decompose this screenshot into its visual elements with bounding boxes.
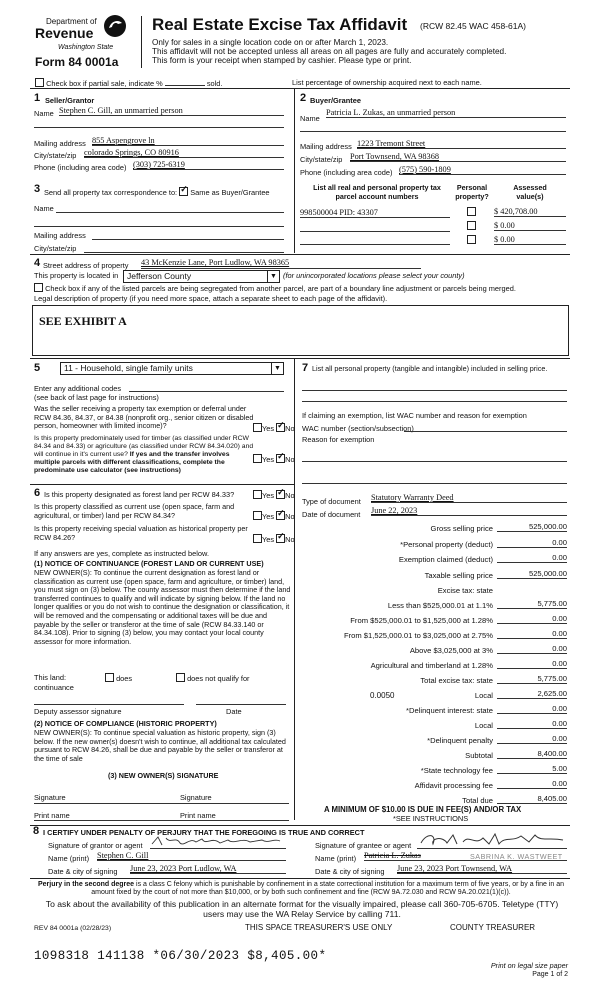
notice2-text: NEW OWNER(S): To continue special valuation as historic property, sign (3) below. If the new owner(s) doesn't wish to continue, all additional tax calculated pursuant to RCW 84.26, shall be due and payable by the seller or transferor at the time of sale (34, 728, 286, 763)
buyer-mail-label: Mailing address (300, 142, 352, 151)
exemption-yes-no (253, 423, 295, 433)
tax-value-agri-text: 0.00 (497, 659, 567, 669)
buyer-phone-field[interactable]: (575) 590-1809 (399, 165, 566, 175)
seller-mail-field[interactable]: 855 Aspengrove ln (92, 136, 284, 146)
tax-value-taxable-text: 525,000.00 (497, 569, 567, 579)
seller-city-label: City/state/zip (34, 151, 77, 160)
yes-label: Yes (262, 424, 275, 433)
codes-note: (see back of last page for instructions) (34, 393, 159, 402)
notice2-title: (2) NOTICE OF COMPLIANCE (HISTORIC PROPERTY) (34, 719, 217, 728)
codes-field[interactable] (129, 391, 284, 392)
tax-label-exempt: Exemption claimed (deduct) (398, 555, 493, 564)
grantor-signature[interactable] (150, 834, 286, 849)
buyer-name-line2[interactable] (300, 131, 566, 132)
grantor-sig-label: Signature of grantor or agent (48, 841, 143, 850)
segregate-row (34, 283, 516, 293)
section-6-number: 6 (34, 487, 41, 499)
rule-section-6 (30, 484, 294, 485)
tax-value-local-text: 2,625.00 (497, 689, 567, 699)
forest-yes-checkbox[interactable] (253, 490, 262, 499)
header-sub1: Only for sales in a single location code on or after March 1, 2023. (152, 38, 389, 47)
parcel-header-assessed: Assessed value(s) (513, 183, 547, 201)
s3-mail-label: Mailing address (34, 231, 86, 240)
land-use-select[interactable] (60, 362, 284, 375)
owner-print-line[interactable] (34, 820, 289, 821)
form-title: Real Estate Excise Tax Affidavit (152, 15, 408, 34)
owner-signature-line[interactable] (34, 803, 289, 804)
tax-label-tier1: Less than $525,000.01 at 1.1% (387, 601, 493, 610)
tax-label-delinq-int-local: Local (474, 721, 493, 730)
buyer-title: Buyer/Grantee (310, 96, 361, 105)
grantee-signature[interactable] (417, 830, 567, 849)
tax-value-total-state[interactable] (497, 674, 567, 684)
tax-value-personal[interactable] (497, 538, 567, 548)
form-number: Form 84 0001a (35, 55, 119, 69)
cashier-receipt-stamp: 1098318 141138 *06/30/2023 $8,405.00* (34, 949, 327, 963)
parcel-personal-checkbox-3[interactable] (467, 235, 476, 244)
exemption-question: Was the seller receiving a property tax exemption or deferral under RCW 84.36, 84.37, or 84.38 (nonprofit org., senior citizen or disabled person, homeowner with limited income)? (34, 404, 254, 431)
section-8-number: 8 (33, 825, 40, 837)
grantor-name-label: Name (print) (48, 854, 90, 863)
doc-date-label: Date of document (302, 510, 361, 519)
seller-name-label: Name (34, 109, 54, 118)
grantee-sig-label: Signature of grantee or agent (315, 841, 412, 850)
header-sub3: This form is your receipt when stamped by cashier. Please type or print. (152, 56, 412, 65)
agent-stamp-name: SABRINA K. WASTWEET (470, 852, 563, 861)
form-rcw: (RCW 82.45 WAC 458-61A) (420, 21, 526, 31)
seller-city-field[interactable]: colorado Springs, CO 80916 (84, 148, 284, 158)
continuance-label: continuance (34, 683, 74, 692)
owner-signature-label-1: Signature (34, 793, 66, 802)
county-select[interactable] (123, 270, 280, 283)
s3-name-label: Name (34, 204, 54, 213)
s3-name-field[interactable] (56, 212, 284, 213)
county-select-value: Jefferson County (127, 271, 192, 281)
minimum-fee-note: A MINIMUM OF $10.00 IS DUE IN FEE(S) AND/OR TAX (324, 805, 522, 814)
tax-value-tier4-text: 0.00 (497, 644, 567, 654)
tax-value-gross[interactable] (497, 522, 567, 532)
s3-mail-field[interactable] (92, 239, 284, 240)
segregate-label: Check box if any of the listed parcels are being segregated from another parcel, are part of a boundary line adjustment or parcels being merged. (45, 284, 516, 293)
timber-question-text: Is this property predominately used for timber (as classified under RCW 84.34 and 84.33) or agriculture (as classified under RCW 84.34.020) and will continue in it's current use? (34, 435, 254, 458)
seller-name-field[interactable]: Stephen C. Gill, an unmarried person (59, 106, 284, 116)
rule-section-8 (30, 825, 570, 826)
tax-label-tech-fee: *State technology fee (420, 766, 493, 775)
wac-number-field[interactable] (404, 431, 567, 432)
tax-label-total-due: Total due (462, 796, 493, 805)
parcel-value-3[interactable]: $ 0.00 (494, 235, 566, 245)
yes-label: Yes (262, 455, 275, 464)
owner-print-label-2: Print name (180, 811, 216, 820)
tax-label-delinq-penalty: *Delinquent penalty (427, 736, 493, 745)
local-rate: 0.0050 (370, 691, 395, 700)
buyer-mail-field[interactable]: 1223 Tremont Street (357, 139, 566, 149)
doc-type-label: Type of document (302, 497, 361, 506)
same-as-buyer-checkbox[interactable] (179, 187, 188, 196)
notice1-title: (1) NOTICE OF CONTINUANCE (FOREST LAND OR CURRENT USE) (34, 559, 264, 568)
legal-desc-text: SEE EXHIBIT A (39, 314, 127, 328)
personal-property-line2[interactable] (302, 401, 567, 402)
page-number: Page 1 of 2 (532, 971, 568, 978)
tax-label-subtotal: Subtotal (465, 751, 493, 760)
legal-paper-note: Print on legal size paper (490, 961, 568, 970)
tax-value-exempt-text: 0.00 (497, 553, 567, 563)
dept-revenue: Revenue (35, 25, 94, 41)
rule-sections-1-2 (294, 88, 295, 253)
tax-value-tier3-text: 0.00 (497, 629, 567, 639)
street-address-line (141, 268, 421, 269)
see-instructions: *SEE INSTRUCTIONS (393, 814, 469, 823)
owner-print-label-1: Print name (34, 811, 70, 820)
s3-city-label: City/state/zip (34, 244, 77, 253)
dept-line1: Department of (46, 17, 97, 26)
deputy-signature-line[interactable] (34, 704, 184, 705)
yes-label: Yes (262, 491, 275, 500)
codes-label: Enter any additional codes (34, 384, 122, 393)
no-label: No (285, 491, 295, 500)
tax-label-processing-fee: Affidavit processing fee (414, 781, 493, 790)
exemption-reason-line2[interactable] (302, 483, 567, 484)
partial-sale-label: Check box if partial sale, indicate % (46, 79, 163, 88)
forest-yes-no (253, 490, 295, 500)
timber-yes-checkbox[interactable] (253, 454, 262, 463)
tax-label-tier4: Above $3,025,000 at 3% (409, 646, 493, 655)
alternate-format-note: To ask about the availability of this publication in an alternate format for the visually impaired, please call 360-705-6705. Teletype (TTY) users may use the WA Relay Service by calling 711. (45, 899, 559, 919)
buyer-name-field[interactable]: Patricia L. Zukas, an unmarried person (326, 108, 566, 118)
grantor-date-label: Date & city of signing (48, 867, 118, 876)
historic-no-checkbox[interactable] (276, 534, 285, 543)
tax-value-subtotal[interactable] (497, 749, 567, 759)
section-2-number: 2 (300, 92, 307, 104)
perjury-notice (34, 881, 568, 898)
tax-label-tier3: From $1,525,000.01 to $3,025,000 at 2.75% (343, 631, 493, 640)
land-does-row (105, 673, 132, 683)
grantee-date-label: Date & city of signing (315, 867, 385, 876)
yes-label: Yes (262, 512, 275, 521)
seller-title: Seller/Grantor (45, 96, 95, 105)
tax-value-total-due[interactable] (497, 794, 567, 804)
buyer-city-label: City/state/zip (300, 155, 343, 164)
buyer-phone-label: Phone (including area code) (300, 168, 393, 177)
tax-value-taxable[interactable] (497, 569, 567, 579)
parcel-value-2[interactable]: $ 0.00 (494, 221, 566, 231)
timber-yes-no (253, 454, 295, 464)
legal-desc-box[interactable] (32, 305, 569, 356)
tax-label-tier2: From $525,000.01 to $1,525,000 at 1.28% (350, 616, 493, 625)
parcel-header-numbers: List all real and personal property tax parcel account numbers (313, 183, 441, 201)
tax-label-agri: Agricultural and timberland at 1.28% (370, 661, 493, 670)
tax-value-delinq-penalty-text: 0.00 (497, 734, 567, 744)
tax-value-subtotal-text: 8,400.00 (497, 749, 567, 759)
seller-mail-label: Mailing address (34, 139, 86, 148)
if-any-yes: If any answers are yes, complete as instructed below. (34, 549, 209, 558)
grantor-date-field[interactable]: June 23, 2023 Port Ludlow, WA (130, 864, 286, 874)
grantor-name-field[interactable]: Stephen C. Gill (97, 851, 286, 861)
tax-value-tech-fee[interactable] (497, 764, 567, 774)
correspondence-label: Send all property tax correspondence to: (44, 188, 178, 197)
tax-value-delinq-int-local-text: 0.00 (497, 719, 567, 729)
land-does-not-label: does not qualify for (187, 674, 250, 683)
seller-phone-label: Phone (including area code) (34, 163, 127, 172)
tax-value-total-due-text: 8,405.00 (497, 794, 567, 804)
county-label: This property is located in (34, 271, 119, 280)
no-label: No (285, 512, 295, 521)
deputy-date-line[interactable] (196, 704, 286, 705)
tax-value-processing-fee-text: 0.00 (497, 779, 567, 789)
forest-no-checkbox[interactable] (276, 490, 285, 499)
rule-section-5 (30, 358, 570, 359)
tax-value-gross-text: 525,000.00 (497, 522, 567, 532)
historic-question: Is this property receiving special valuation as historical property per RCW 84.26? (34, 524, 248, 542)
exemption-reason-label: Reason for exemption (302, 435, 375, 444)
parcel-number-3[interactable] (300, 234, 450, 245)
tax-value-exempt[interactable] (497, 553, 567, 563)
seller-phone-field[interactable]: (303) 725-6319 (133, 160, 284, 170)
tax-value-tier4[interactable] (497, 644, 567, 654)
grantee-name-field[interactable]: Patricia L. Zukas (364, 851, 567, 861)
ownership-note: List percentage of ownership acquired next to each name. (292, 78, 482, 87)
current-use-no-checkbox[interactable] (276, 511, 285, 520)
parcel-personal-checkbox-1[interactable] (467, 207, 476, 216)
grantee-date-field[interactable]: June 23, 2023 Port Townsend, WA (397, 864, 567, 874)
parcel-number-1[interactable]: 998500004 PID: 43307 (300, 208, 450, 218)
partial-sale-row (35, 78, 222, 88)
rule-section-4 (30, 254, 570, 255)
tax-value-tier1-text: 5,775.00 (497, 599, 567, 609)
header-sub2: This affidavit will not be accepted unless all areas on all pages are fully and accurately completed. (152, 47, 507, 56)
tax-value-tier3[interactable] (497, 629, 567, 639)
section-3-text (44, 187, 270, 197)
personal-property-line1[interactable] (302, 390, 567, 391)
tax-label-taxable: Taxable selling price (424, 571, 493, 580)
tax-label-personal: *Personal property (deduct) (400, 540, 493, 549)
dor-logo-icon (103, 14, 127, 38)
seller-name-line2[interactable] (34, 127, 284, 128)
chevron-down-icon[interactable]: ▼ (267, 271, 279, 282)
tax-value-tier1[interactable] (497, 599, 567, 609)
section-4-number: 4 (34, 257, 41, 269)
grantee-name-label: Name (print) (315, 854, 357, 863)
same-as-buyer-label: Same as Buyer/Grantee (190, 188, 270, 197)
perjury-notice-title: Perjury in the second degree (37, 881, 135, 888)
partial-percent-field[interactable] (165, 85, 205, 86)
tax-value-local[interactable] (497, 689, 567, 699)
timber-no-checkbox[interactable] (276, 454, 285, 463)
this-land-label: This land: (34, 673, 67, 682)
deputy-signature-label: Deputy assessor signature (34, 707, 122, 716)
s3-city-field[interactable] (84, 252, 284, 253)
historic-yes-checkbox[interactable] (253, 534, 262, 543)
tax-label-total-state: Total excise tax: state (420, 676, 493, 685)
doc-type-field[interactable]: Statutory Warranty Deed (371, 493, 567, 503)
tax-value-processing-fee[interactable] (497, 779, 567, 789)
chevron-down-icon[interactable]: ▼ (271, 363, 283, 374)
grantee-signature-scribble-icon (417, 830, 567, 848)
rule-top (30, 88, 570, 89)
tax-label-gross: Gross selling price (430, 524, 493, 533)
parcel-header-personal: Personal property? (455, 183, 489, 201)
parcel-personal-checkbox-2[interactable] (467, 221, 476, 230)
timber-question (34, 435, 254, 475)
land-does-not-checkbox[interactable] (176, 673, 185, 682)
section-1-number: 1 (34, 92, 41, 104)
tax-label-local: Local (474, 691, 493, 700)
historic-yes-no (253, 534, 295, 544)
owner-signature-label-2: Signature (180, 793, 212, 802)
land-does-not-row (176, 673, 250, 683)
treasurer-use-label: THIS SPACE TREASURER'S USE ONLY (245, 923, 393, 932)
yes-label: Yes (262, 535, 275, 544)
tax-label-delinq-int-state: *Delinquent interest: state (406, 706, 493, 715)
parcel-number-2[interactable] (300, 221, 450, 232)
tax-value-delinq-int-state-text: 0.00 (497, 704, 567, 714)
partial-sale-checkbox[interactable] (35, 78, 44, 87)
notice3-title: (3) NEW OWNER(S) SIGNATURE (108, 771, 219, 780)
tax-label-excise-state: Excise tax: state (437, 586, 493, 595)
no-label: No (285, 424, 295, 433)
current-use-yes-no (253, 511, 295, 521)
deputy-date-label: Date (226, 707, 242, 716)
dept-state: Washington State (58, 44, 114, 51)
tax-value-delinq-penalty[interactable] (497, 734, 567, 744)
exemption-wac-label: If claiming an exemption, list WAC number and reason for exemption (302, 411, 527, 420)
section-3-number: 3 (34, 183, 41, 195)
exemption-reason-line1[interactable] (302, 461, 567, 462)
partial-sold-label: sold. (206, 79, 223, 88)
tax-value-total-state-text: 5,775.00 (497, 674, 567, 684)
rev-number: REV 84 0001a (02/28/23) (34, 925, 112, 932)
county-note: (for unincorporated locations please select your county) (283, 271, 465, 280)
tax-value-agri[interactable] (497, 659, 567, 669)
wac-number-label: WAC number (section/subsection) (302, 424, 414, 433)
notice1-text: NEW OWNER(S): To continue the current designation as forest land or classification as current use (open space, farm and agriculture, or timber) land, you must sign on (3) below. The county assessor must then determine if the land transferred continues to qualify and will indicate by signing below. If the land no longer qualifies or you do not wish to continue the designation or classification, it will be removed and the compensating or additional taxes will be due and payable by the seller or transferor at the time of sale (RCW 84.33.140 or 84.34.108). Prior to signing (3) below, you may contact your local county assessor for more information. (34, 568, 291, 646)
tax-value-tier2-text: 0.00 (497, 614, 567, 624)
s3-name-line2[interactable] (34, 226, 284, 227)
land-does-label: does (116, 674, 133, 683)
section-7-number: 7 (302, 362, 309, 374)
county-treasurer-label: COUNTY TREASURER (450, 923, 536, 932)
street-address-field[interactable]: 43 McKenzie Lane, Port Ludlow, WA 98365 (141, 258, 290, 267)
tax-value-personal-text: 0.00 (497, 538, 567, 548)
no-label: No (285, 455, 295, 464)
personal-property-label: List all personal property (tangible and intangible) included in selling price. (312, 364, 548, 373)
buyer-name-label: Name (300, 114, 320, 123)
exemption-no-checkbox[interactable] (276, 423, 285, 432)
no-label: No (285, 535, 295, 544)
tax-value-tech-fee-text: 5.00 (497, 764, 567, 774)
segregate-checkbox[interactable] (34, 283, 43, 292)
tax-value-delinq-int-local[interactable] (497, 719, 567, 729)
section-5-number: 5 (34, 362, 41, 374)
parcel-value-1[interactable]: $ 420,708.00 (494, 207, 566, 217)
tax-value-tier2[interactable] (497, 614, 567, 624)
grantor-signature-scribble-icon (150, 834, 286, 848)
perjury-notice-text: is a class C felony which is punishable by confinement in a state correctional institution for a maximum term of five years, or by a fine in an amount fixed by the court of not more than $10,000, or by both such confinement and fine (RCW 9A.72.030 and RCW 9A.20.021(1)(c)). (91, 881, 564, 897)
buyer-city-field[interactable]: Port Townsend, WA 98368 (350, 152, 566, 162)
forest-question: Is this property designated as forest land per RCW 84.33? (44, 490, 235, 499)
header-divider (141, 16, 142, 68)
current-use-yes-checkbox[interactable] (253, 511, 262, 520)
current-use-question: Is this property classified as current use (open space, farm and agricultural, or timber) land per RCW 84.34? (34, 502, 235, 520)
timber-question-note: If yes and the transfer involves multiple parcels with different classifications, complete the predominate use calculator (see instructions) (34, 451, 230, 474)
street-label: Street address of property (43, 261, 129, 270)
exemption-yes-checkbox[interactable] (253, 423, 262, 432)
certify-text: I CERTIFY UNDER PENALTY OF PERJURY THAT THE FOREGOING IS TRUE AND CORRECT (43, 828, 365, 837)
legal-desc-label: Legal description of property (if you need more space, attach a separate sheet to each page of the affidavit). (34, 294, 388, 303)
land-does-checkbox[interactable] (105, 673, 114, 682)
land-use-value: 11 - Household, single family units (64, 363, 193, 373)
doc-date-field[interactable]: June 22, 2023 (371, 506, 567, 516)
rule-footer (30, 878, 570, 879)
tax-value-delinq-int-state[interactable] (497, 704, 567, 714)
